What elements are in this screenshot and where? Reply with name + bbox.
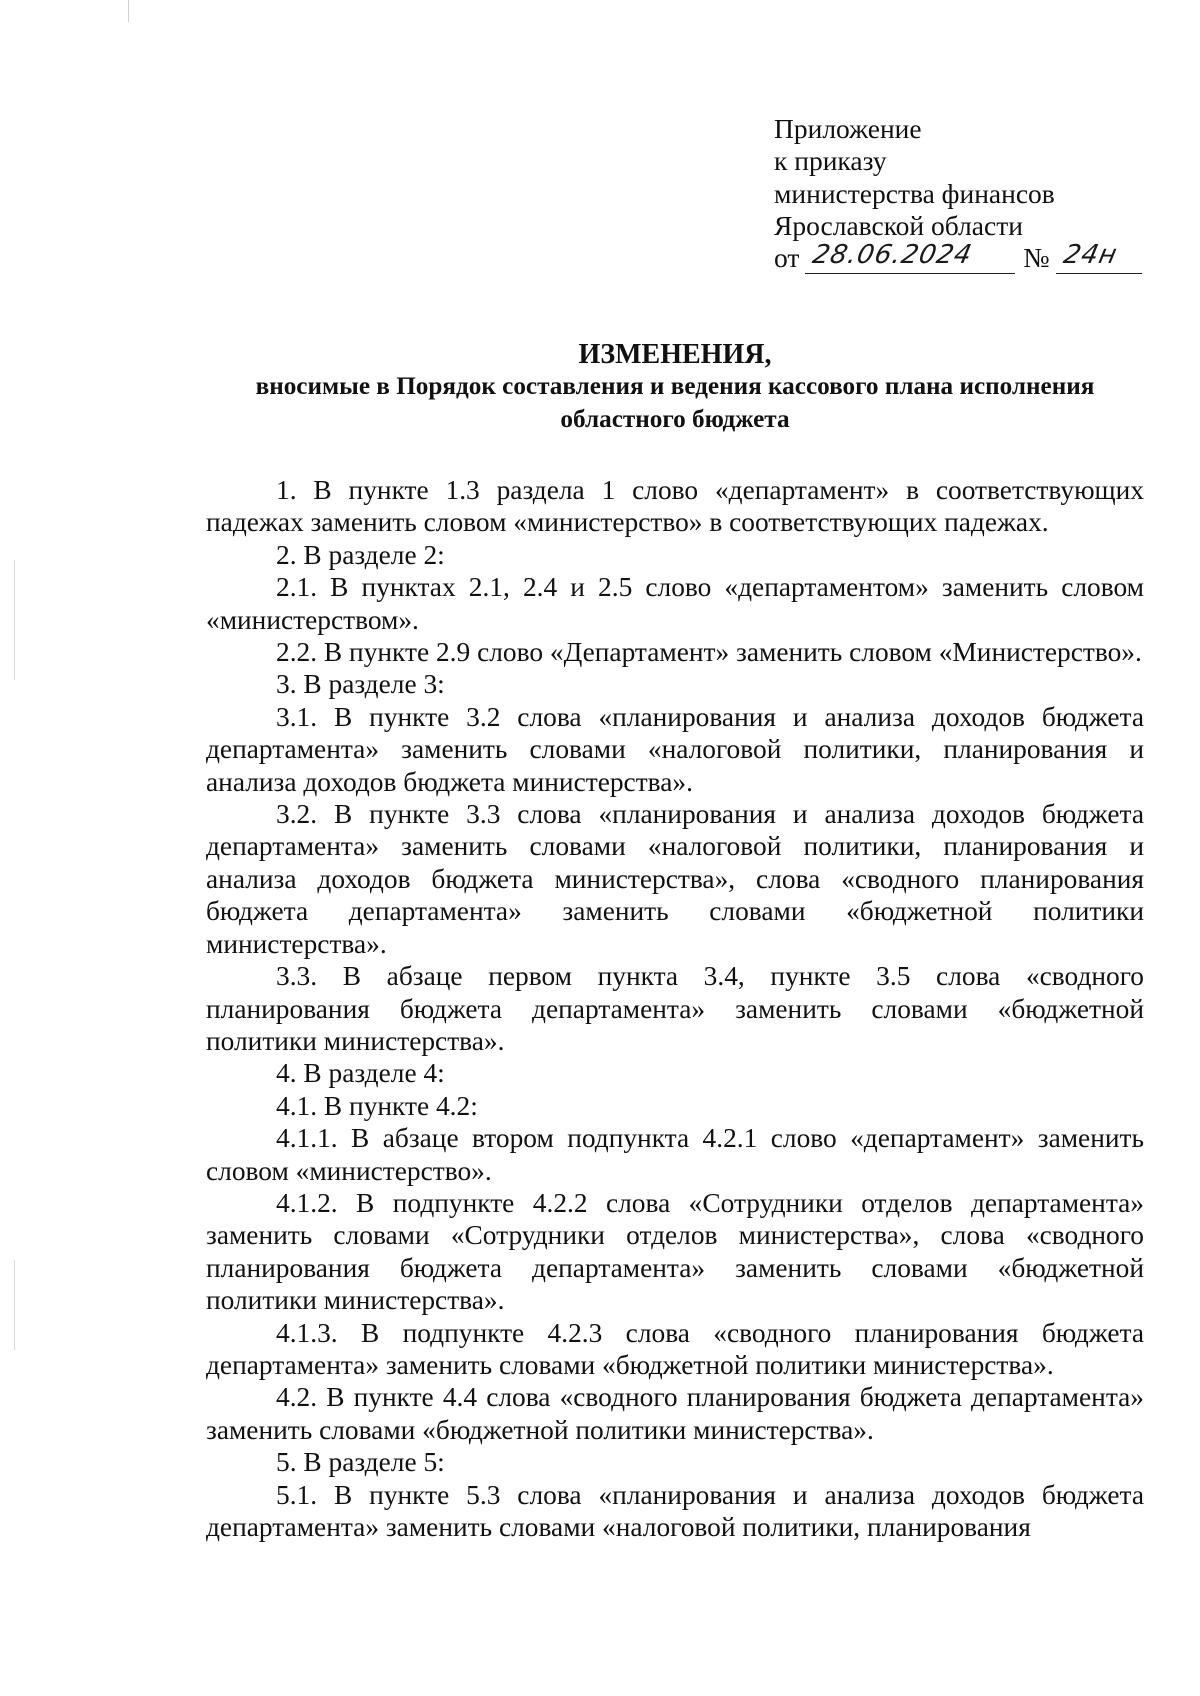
document-title: ИЗМЕНЕНИЯ, xyxy=(578,339,772,370)
paragraph: 1. В пункте 1.3 раздела 1 слово «департамент» в соответствующих падежах заменить словом «министерство» в соответствующих падежах. xyxy=(206,475,1144,538)
paragraph: 2.2. В пункте 2.9 слово «Департамент» заменить словом «Министерство». xyxy=(276,637,1142,668)
appendix-line: министерства финансов xyxy=(774,177,1055,209)
appendix-line: Приложение xyxy=(774,113,922,144)
paragraph: 2.1. В пунктах 2.1, 2.4 и 2.5 слово «департаментом» заменить словом «министерством». xyxy=(206,572,1144,635)
date-field xyxy=(805,240,1015,274)
paragraph: 4.1.1. В абзаце втором подпункта 4.2.1 слово «департамент» заменить словом «министерство». xyxy=(206,1123,1144,1186)
number-sign: № xyxy=(1023,242,1050,274)
paragraph: 2. В разделе 2: xyxy=(276,539,445,570)
document-subtitle: вносимые в Порядок составления и ведения кассового плана исполнения областного бюджета xyxy=(255,373,1095,433)
number-field xyxy=(1056,240,1142,274)
document-heading xyxy=(206,338,1144,436)
order-date-number xyxy=(774,242,1154,274)
paragraph: 4.1.3. В подпункте 4.2.3 слова «сводного планирования бюджета департамента» заменить словами «бюджетной политики министерства». xyxy=(206,1317,1144,1380)
scan-artifact xyxy=(128,0,129,22)
paragraph: 3.1. В пункте 3.2 слова «планирования и анализа доходов бюджета департамента» заменить словами «налоговой политики, планирования и анализа доходов бюджета министерства». xyxy=(206,701,1144,797)
paragraph: 4.2. В пункте 4.4 слова «сводного планирования бюджета департамента» заменить словами «бюджетной политики министерства». xyxy=(206,1382,1144,1445)
scan-artifact xyxy=(14,1260,15,1350)
paragraph: 4.1.2. В подпункте 4.2.2 слова «Сотрудники отделов департамента» заменить словами «Сотрудники отделов министерства», слова «сводного планирования бюджета департамента» заменить словами «бюджетной политики министерства». xyxy=(206,1187,1144,1316)
paragraph: 4.1. В пункте 4.2: xyxy=(276,1090,478,1121)
paragraph: 5. В разделе 5: xyxy=(276,1447,445,1478)
appendix-block xyxy=(774,113,1154,274)
paragraph: 5.1. В пункте 5.3 слова «планирования и анализа доходов бюджета департамента» заменить словами «налоговой политики, планирования xyxy=(206,1479,1144,1542)
paragraph: 3.2. В пункте 3.3 слова «планирования и анализа доходов бюджета департамента» заменить словами «налоговой политики, планирования и анализа доходов бюджета министерства», слова «сводного планирования бюджета департамента» заменить словами «бюджетной политики министерства». xyxy=(206,799,1144,959)
paragraph: 3.3. В абзаце первом пункта 3.4, пункте 3.5 слова «сводного планирования бюджета департамента» заменить словами «бюджетной политики министерства». xyxy=(206,961,1144,1056)
appendix-line: Ярославской области xyxy=(774,209,1023,241)
appendix-line: к приказу xyxy=(774,145,887,177)
document-body xyxy=(206,474,1144,1543)
scan-artifact xyxy=(14,560,15,680)
paragraph: 3. В разделе 3: xyxy=(276,669,445,700)
handwritten-number: 24н xyxy=(1060,240,1120,271)
handwritten-date: 28.06.2024 xyxy=(810,240,976,271)
date-prefix: от xyxy=(774,242,800,274)
paragraph: 4. В разделе 4: xyxy=(276,1058,445,1089)
